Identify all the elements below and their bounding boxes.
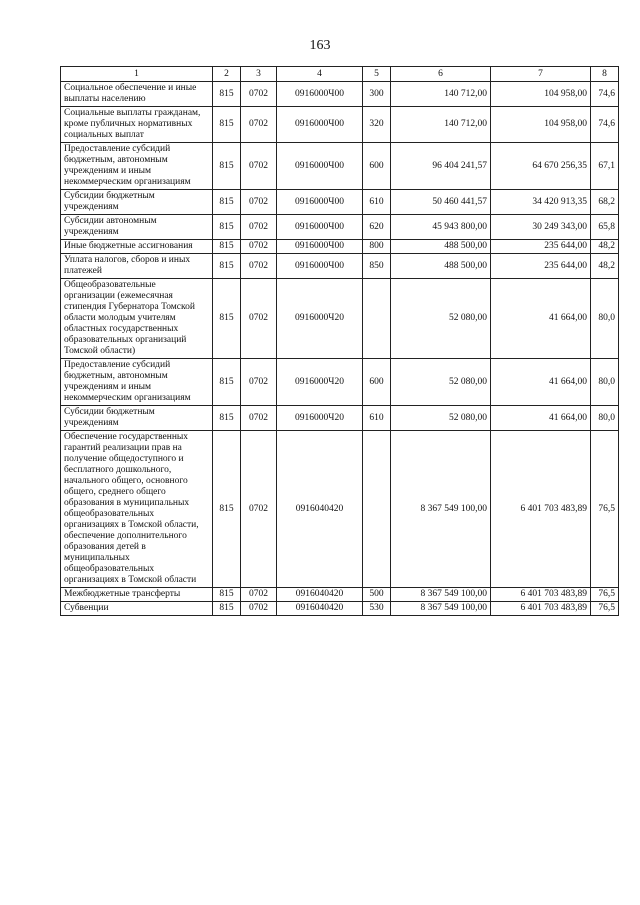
- cell-section-code: 0702: [241, 254, 277, 279]
- cell-expense-type: 300: [363, 82, 391, 107]
- cell-planned-amount: 8 367 549 100,00: [391, 588, 491, 602]
- cell-planned-amount: 45 943 800,00: [391, 215, 491, 240]
- cell-expense-type: 500: [363, 588, 391, 602]
- cell-percent: 48,2: [591, 240, 619, 254]
- cell-planned-amount: 96 404 241,57: [391, 143, 491, 190]
- column-header: 8: [591, 67, 619, 82]
- table-row: [61, 279, 619, 359]
- cell-target-code: 0916000Ч00: [277, 107, 363, 143]
- cell-name: Уплата налогов, сборов и иных платежей: [61, 254, 213, 279]
- cell-percent: 68,2: [591, 190, 619, 215]
- cell-percent: 76,5: [591, 602, 619, 616]
- cell-expense-type: [363, 431, 391, 588]
- cell-planned-amount: 52 080,00: [391, 406, 491, 431]
- table-row: [61, 240, 619, 254]
- cell-target-code: 0916000Ч00: [277, 190, 363, 215]
- cell-percent: 80,0: [591, 406, 619, 431]
- column-header: 5: [363, 67, 391, 82]
- cell-planned-amount: 50 460 441,57: [391, 190, 491, 215]
- cell-executed-amount: 235 644,00: [491, 254, 591, 279]
- cell-target-code: 0916000Ч20: [277, 279, 363, 359]
- table-body: [61, 67, 619, 616]
- cell-section-code: 0702: [241, 143, 277, 190]
- table-row: [61, 602, 619, 616]
- cell-executed-amount: 104 958,00: [491, 107, 591, 143]
- cell-expense-type: 610: [363, 406, 391, 431]
- cell-expense-type: 320: [363, 107, 391, 143]
- cell-executed-amount: 41 664,00: [491, 406, 591, 431]
- cell-planned-amount: 8 367 549 100,00: [391, 602, 491, 616]
- cell-percent: 76,5: [591, 431, 619, 588]
- table-row: [61, 254, 619, 279]
- table-row: [61, 190, 619, 215]
- cell-expense-type: 600: [363, 359, 391, 406]
- column-header: 3: [241, 67, 277, 82]
- cell-admin-code: 815: [213, 190, 241, 215]
- cell-admin-code: 815: [213, 215, 241, 240]
- cell-admin-code: 815: [213, 406, 241, 431]
- cell-target-code: 0916000Ч00: [277, 240, 363, 254]
- cell-percent: 80,0: [591, 359, 619, 406]
- cell-executed-amount: 6 401 703 483,89: [491, 431, 591, 588]
- cell-expense-type: [363, 279, 391, 359]
- cell-target-code: 0916040420: [277, 602, 363, 616]
- column-header: 6: [391, 67, 491, 82]
- cell-planned-amount: 52 080,00: [391, 359, 491, 406]
- cell-planned-amount: 488 500,00: [391, 254, 491, 279]
- cell-section-code: 0702: [241, 359, 277, 406]
- cell-section-code: 0702: [241, 240, 277, 254]
- cell-section-code: 0702: [241, 588, 277, 602]
- cell-target-code: 0916000Ч00: [277, 82, 363, 107]
- table-row: [61, 431, 619, 588]
- table-header-row: [61, 67, 619, 82]
- column-header: 1: [61, 67, 213, 82]
- cell-name: Иные бюджетные ассигнования: [61, 240, 213, 254]
- table-row: [61, 359, 619, 406]
- cell-admin-code: 815: [213, 431, 241, 588]
- cell-planned-amount: 140 712,00: [391, 107, 491, 143]
- cell-section-code: 0702: [241, 431, 277, 588]
- cell-percent: 67,1: [591, 143, 619, 190]
- cell-executed-amount: 64 670 256,35: [491, 143, 591, 190]
- cell-section-code: 0702: [241, 602, 277, 616]
- cell-admin-code: 815: [213, 359, 241, 406]
- cell-admin-code: 815: [213, 602, 241, 616]
- cell-expense-type: 610: [363, 190, 391, 215]
- cell-executed-amount: 6 401 703 483,89: [491, 602, 591, 616]
- cell-section-code: 0702: [241, 82, 277, 107]
- cell-name: Субсидии бюджетным учреждениям: [61, 190, 213, 215]
- table-row: [61, 107, 619, 143]
- cell-target-code: 0916040420: [277, 588, 363, 602]
- cell-executed-amount: 235 644,00: [491, 240, 591, 254]
- cell-name: Социальное обеспечение и иные выплаты населению: [61, 82, 213, 107]
- cell-name: Предоставление субсидий бюджетным, автономным учреждениям и иным некоммерческим организациям: [61, 359, 213, 406]
- cell-section-code: 0702: [241, 406, 277, 431]
- cell-name: Межбюджетные трансферты: [61, 588, 213, 602]
- budget-table: [60, 66, 619, 616]
- cell-expense-type: 600: [363, 143, 391, 190]
- cell-percent: 76,5: [591, 588, 619, 602]
- cell-target-code: 0916000Ч00: [277, 143, 363, 190]
- cell-name: Предоставление субсидий бюджетным, автономным учреждениям и иным некоммерческим организациям: [61, 143, 213, 190]
- cell-name: Субсидии автономным учреждениям: [61, 215, 213, 240]
- cell-admin-code: 815: [213, 240, 241, 254]
- cell-name: Субсидии бюджетным учреждениям: [61, 406, 213, 431]
- cell-admin-code: 815: [213, 107, 241, 143]
- cell-section-code: 0702: [241, 107, 277, 143]
- column-header: 2: [213, 67, 241, 82]
- cell-section-code: 0702: [241, 215, 277, 240]
- cell-executed-amount: 30 249 343,00: [491, 215, 591, 240]
- cell-admin-code: 815: [213, 254, 241, 279]
- cell-planned-amount: 140 712,00: [391, 82, 491, 107]
- cell-percent: 74,6: [591, 82, 619, 107]
- cell-planned-amount: 52 080,00: [391, 279, 491, 359]
- cell-name: Обеспечение государственных гарантий реализации прав на получение общедоступного и бесплатного дошкольного, начального общего, основного общего, среднего общего образования в муниципальных общеобразовательных организациях в Томской области, обеспечение дополнительного образования детей в муниципальных общеобразовательных организациях в Томской области: [61, 431, 213, 588]
- table-row: [61, 406, 619, 431]
- table-row: [61, 215, 619, 240]
- cell-expense-type: 850: [363, 254, 391, 279]
- cell-admin-code: 815: [213, 143, 241, 190]
- column-header: 4: [277, 67, 363, 82]
- cell-percent: 48,2: [591, 254, 619, 279]
- cell-name: Субвенции: [61, 602, 213, 616]
- cell-executed-amount: 34 420 913,35: [491, 190, 591, 215]
- cell-expense-type: 800: [363, 240, 391, 254]
- cell-target-code: 0916000Ч20: [277, 406, 363, 431]
- table-row: [61, 82, 619, 107]
- cell-target-code: 0916000Ч20: [277, 359, 363, 406]
- cell-percent: 80,0: [591, 279, 619, 359]
- cell-section-code: 0702: [241, 279, 277, 359]
- cell-executed-amount: 6 401 703 483,89: [491, 588, 591, 602]
- cell-admin-code: 815: [213, 588, 241, 602]
- cell-admin-code: 815: [213, 279, 241, 359]
- cell-planned-amount: 488 500,00: [391, 240, 491, 254]
- cell-section-code: 0702: [241, 190, 277, 215]
- cell-name: Социальные выплаты гражданам, кроме публичных нормативных социальных выплат: [61, 107, 213, 143]
- cell-planned-amount: 8 367 549 100,00: [391, 431, 491, 588]
- page-number: 163: [309, 38, 331, 53]
- cell-target-code: 0916000Ч00: [277, 215, 363, 240]
- cell-percent: 74,6: [591, 107, 619, 143]
- cell-percent: 65,8: [591, 215, 619, 240]
- cell-executed-amount: 41 664,00: [491, 359, 591, 406]
- cell-target-code: 0916000Ч00: [277, 254, 363, 279]
- cell-name: Общеобразовательные организации (ежемесячная стипендия Губернатора Томской области молодым учителям областных государственных образовательных организаций Томской области): [61, 279, 213, 359]
- cell-expense-type: 620: [363, 215, 391, 240]
- table-row: [61, 143, 619, 190]
- cell-executed-amount: 41 664,00: [491, 279, 591, 359]
- column-header: 7: [491, 67, 591, 82]
- cell-admin-code: 815: [213, 82, 241, 107]
- cell-expense-type: 530: [363, 602, 391, 616]
- cell-executed-amount: 104 958,00: [491, 82, 591, 107]
- table-row: [61, 588, 619, 602]
- cell-target-code: 0916040420: [277, 431, 363, 588]
